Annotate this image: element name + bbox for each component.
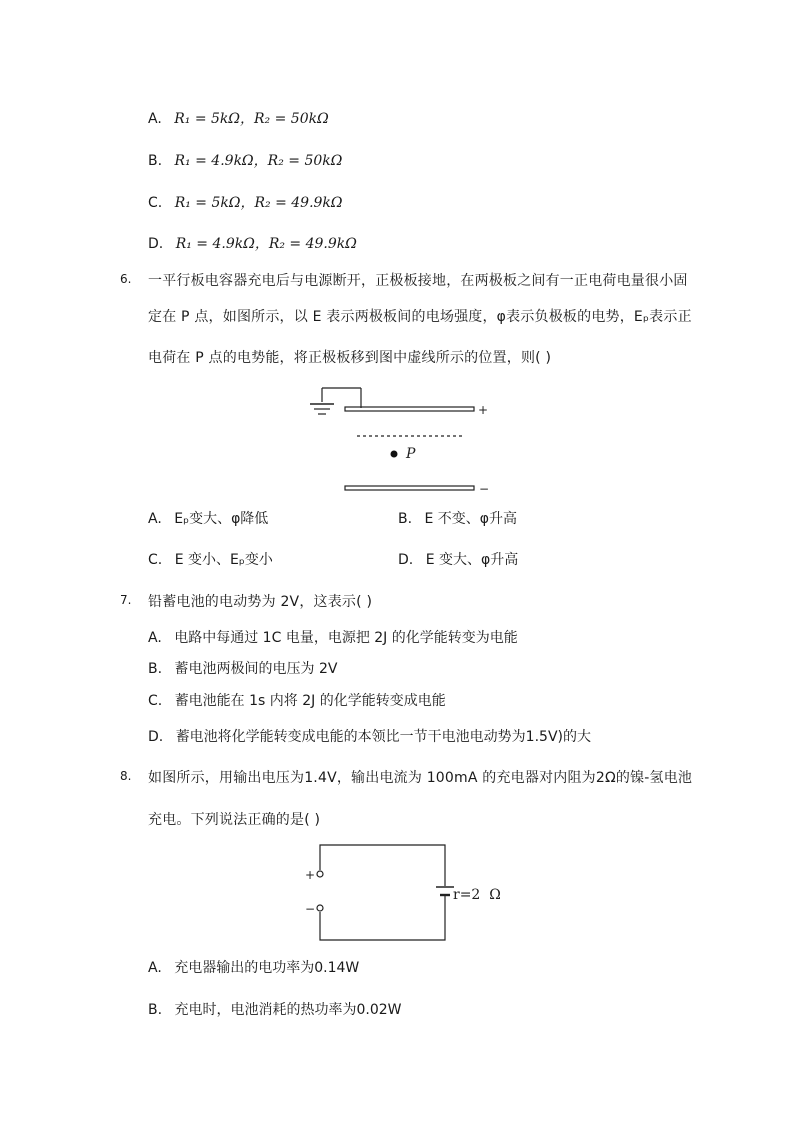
q6-stem-line-2: 定在 P 点，如图所示，以 E 表示两极板间的电场强度，φ表示负极板的电势，Eₚ表示正 — [148, 309, 692, 325]
q7-option-c — [148, 690, 446, 710]
q7-option-a — [148, 627, 518, 647]
minus-sign: − — [479, 482, 490, 496]
q5-option-b — [148, 150, 342, 170]
q7-option-d — [148, 726, 591, 746]
option-text: 蓄电池两极间的电压为 2V — [174, 661, 338, 677]
option-text: 蓄电池将化学能转变成电能的本领比一节干电池电动势为1.5V)的大 — [175, 729, 591, 745]
q7-option-b — [148, 658, 337, 678]
q6-stem-line-3: 电荷在 P 点的电势能，将正极板移到图中虚线所示的位置，则( ) — [148, 350, 552, 366]
option-label: B. — [398, 511, 413, 527]
point-p-label: P — [406, 446, 416, 462]
positive-plate — [345, 407, 474, 411]
option-label: A. — [148, 960, 162, 976]
question-number-8: 8. — [120, 769, 132, 783]
option-label: C. — [148, 693, 163, 709]
option-label: D. — [398, 552, 414, 568]
negative-plate — [345, 486, 474, 490]
internal-resistance-label: r=2 Ω — [453, 887, 501, 903]
q6-option-a — [148, 508, 268, 528]
question-number-7: 7. — [120, 593, 132, 607]
q5-option-a — [148, 108, 329, 128]
minus-sign: − — [305, 902, 316, 916]
option-text: R₁ = 5kΩ，R₂ = 50kΩ — [174, 111, 329, 127]
option-label: B. — [148, 1002, 163, 1018]
q8-option-b — [148, 999, 402, 1019]
option-label: B. — [148, 153, 163, 169]
option-label: D. — [148, 236, 164, 252]
option-text: E 不变、φ升高 — [424, 511, 518, 527]
option-text: E 变大、φ升高 — [425, 552, 519, 568]
question-number-6: 6. — [120, 272, 132, 286]
q6-option-b — [398, 508, 517, 528]
bottom-wire — [320, 896, 445, 940]
option-text: Eₚ变大、φ降低 — [174, 511, 269, 527]
q8-stem-line-2: 充电。下列说法正确的是( ) — [148, 812, 321, 828]
q6-option-c — [148, 549, 273, 569]
plus-sign: + — [478, 403, 489, 417]
option-text: E 变小、Eₚ变小 — [174, 552, 273, 568]
option-text: 电路中每通过 1C 电量，电源把 2J 的化学能转变为电能 — [174, 630, 518, 646]
q5-option-d — [148, 233, 357, 253]
option-text: R₁ = 5kΩ，R₂ = 49.9kΩ — [174, 195, 343, 211]
q6-stem-line-1: 一平行板电容器充电后与电源断开，正极板接地，在两极板之间有一正电荷电量很小固 — [148, 273, 688, 289]
positive-terminal — [317, 871, 323, 877]
option-text: R₁ = 4.9kΩ，R₂ = 49.9kΩ — [175, 236, 357, 252]
plus-sign: + — [305, 868, 316, 882]
negative-terminal — [317, 905, 323, 911]
option-label: A. — [148, 111, 162, 127]
option-text: 蓄电池能在 1s 内将 2J 的化学能转变成电能 — [174, 693, 446, 709]
option-text: 充电时，电池消耗的热功率为0.02W — [174, 1002, 402, 1018]
option-label: C. — [148, 552, 163, 568]
q7-stem: 铅蓄电池的电动势为 2V，这表示( ) — [148, 594, 373, 610]
option-label: C. — [148, 195, 163, 211]
option-label: B. — [148, 661, 163, 677]
capacitor-diagram — [300, 380, 500, 500]
q8-stem-line-1: 如图所示，用输出电压为1.4V，输出电流为 100mA 的充电器对内阻为2Ω的镍-氢电池 — [148, 770, 693, 786]
option-text: R₁ = 4.9kΩ，R₂ = 50kΩ — [174, 153, 343, 169]
option-label: A. — [148, 630, 162, 646]
top-wire — [320, 845, 445, 886]
point-p-marker — [391, 451, 398, 458]
q8-option-a — [148, 957, 359, 977]
q6-option-d — [398, 549, 518, 569]
option-label: A. — [148, 511, 162, 527]
q5-option-c — [148, 192, 343, 212]
option-label: D. — [148, 729, 164, 745]
charging-circuit-diagram — [300, 840, 510, 945]
option-text: 充电器输出的电功率为0.14W — [174, 960, 360, 976]
